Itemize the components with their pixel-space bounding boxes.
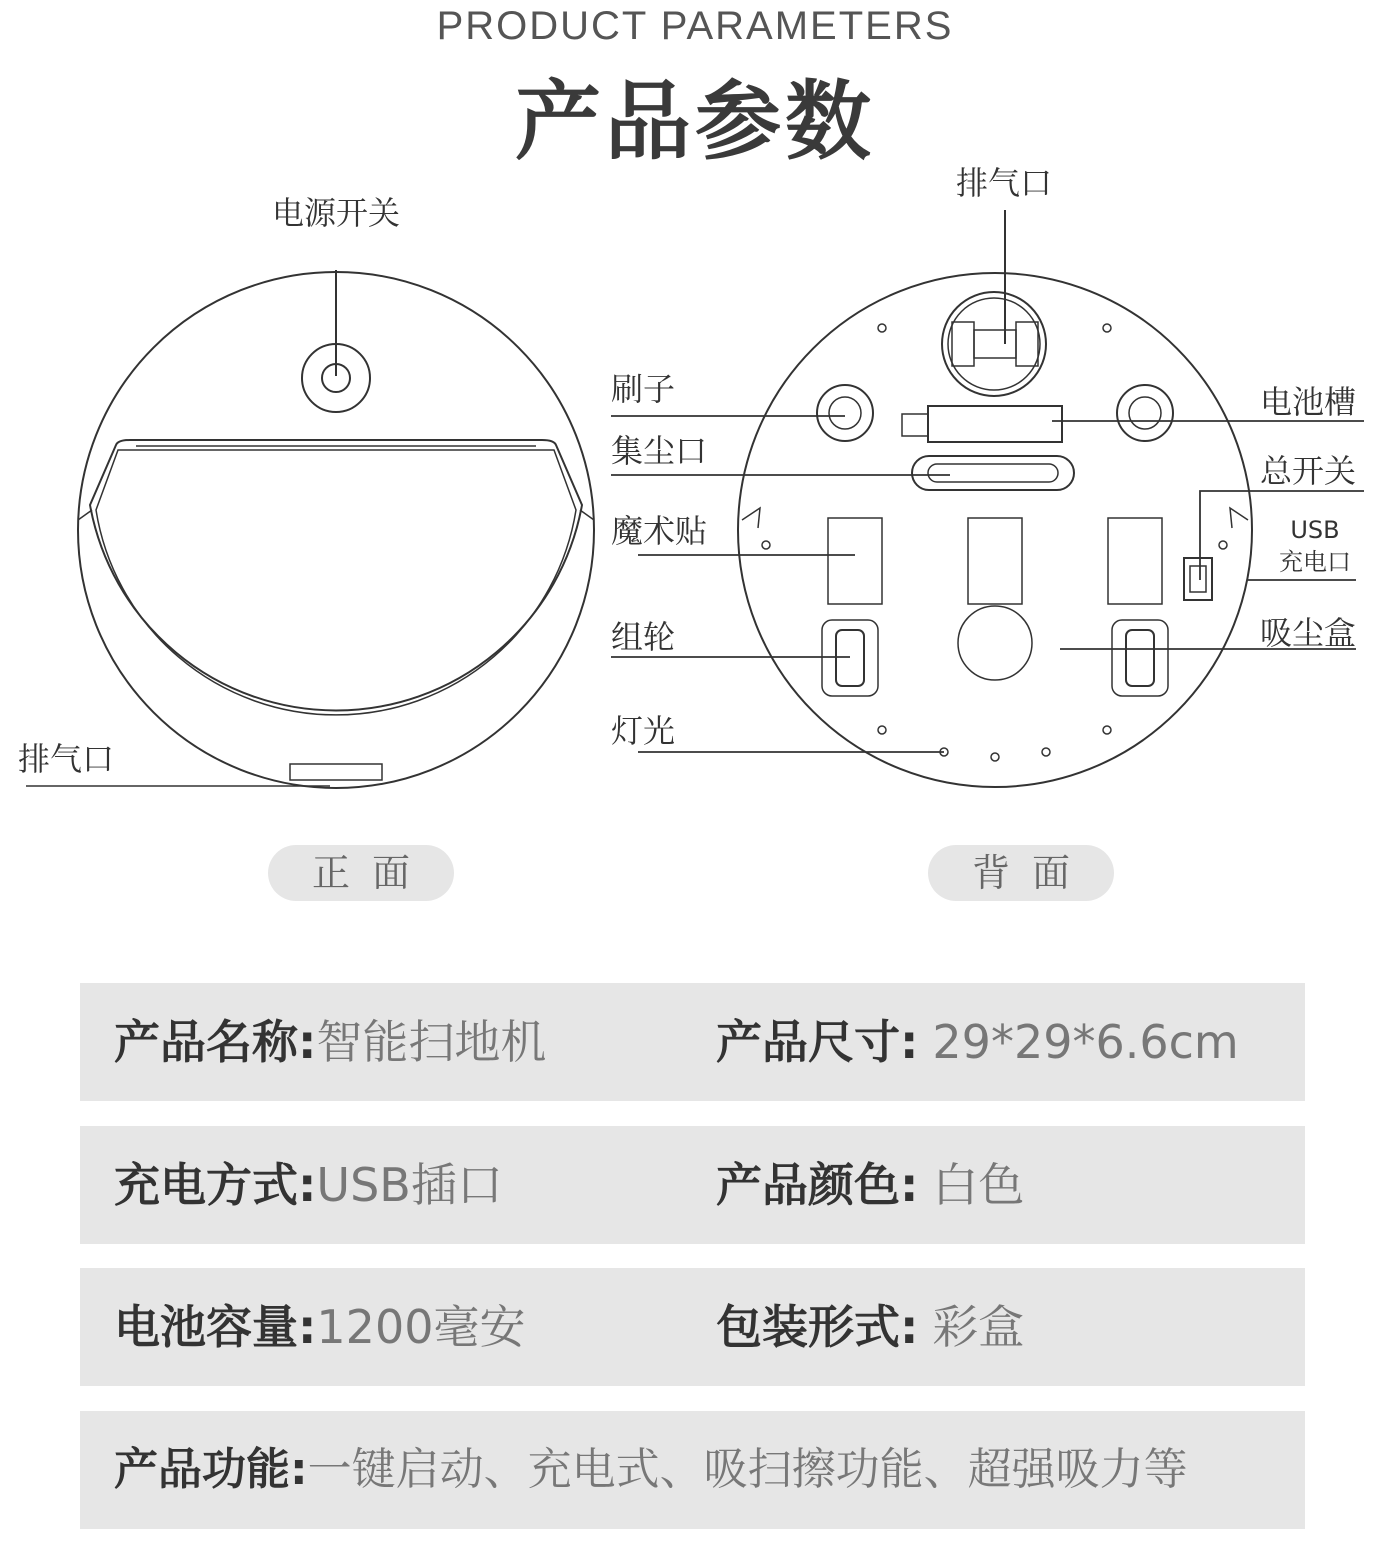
title-english: PRODUCT PARAMETERS: [436, 4, 954, 48]
label-light: 灯光: [611, 712, 676, 750]
spec-color-value: 白色: [932, 1158, 1025, 1212]
spec-battery-value: 1200毫安: [316, 1300, 526, 1354]
spec-row-3: [80, 1268, 1305, 1386]
spec-battery-label: 电池容量:: [114, 1300, 317, 1354]
label-dust-box: 吸尘盒: [1260, 614, 1357, 652]
spec-row-2: [80, 1126, 1305, 1244]
label-velcro: 魔术贴: [611, 512, 708, 550]
callout-lines: [611, 416, 1364, 752]
caption-front: 正面: [268, 845, 454, 901]
label-front-exhaust: 排气口: [18, 740, 115, 778]
spec-function: [114, 1411, 1188, 1529]
spec-size-label: 产品尺寸:: [716, 1015, 919, 1069]
spec-name: [114, 983, 546, 1101]
label-usb: [1270, 514, 1360, 578]
title-chinese: 产品参数: [515, 72, 875, 172]
spec-package-label: 包装形式:: [716, 1300, 919, 1354]
spec-charge: [114, 1126, 503, 1244]
label-main-switch: 总开关: [1260, 452, 1357, 490]
label-battery-slot: 电池槽: [1260, 383, 1357, 421]
label-wheel: 组轮: [611, 618, 676, 656]
spec-charge-label: 充电方式:: [114, 1158, 317, 1212]
caption-back: 背面: [928, 845, 1114, 901]
front-view-drawing: [26, 270, 594, 788]
back-view-drawing: [738, 210, 1252, 787]
label-back-exhaust: 排气口: [956, 164, 1053, 202]
label-dust-port: 集尘口: [611, 432, 708, 470]
label-power-switch: 电源开关: [272, 194, 401, 232]
label-brush: 刷子: [611, 370, 676, 408]
spec-size-value: 29*29*6.6cm: [932, 1015, 1239, 1069]
spec-charge-value: USB插口: [316, 1158, 503, 1212]
spec-function-value: 一键启动、充电式、吸扫擦功能、超强吸力等: [307, 1444, 1188, 1495]
spec-function-label: 产品功能:: [114, 1444, 308, 1495]
spec-color: [716, 1126, 1024, 1244]
spec-battery: [114, 1268, 525, 1386]
spec-row-4: [80, 1411, 1305, 1529]
spec-package: [716, 1268, 1024, 1386]
spec-size: [716, 983, 1239, 1101]
label-usb-line1: USB: [1290, 516, 1340, 544]
spec-row-1: [80, 983, 1305, 1101]
spec-color-label: 产品颜色:: [716, 1158, 919, 1212]
spec-package-value: 彩盒: [932, 1300, 1025, 1354]
spec-name-value: 智能扫地机: [316, 1015, 547, 1069]
spec-name-label: 产品名称:: [114, 1015, 317, 1069]
label-usb-line2: 充电口: [1279, 548, 1351, 576]
